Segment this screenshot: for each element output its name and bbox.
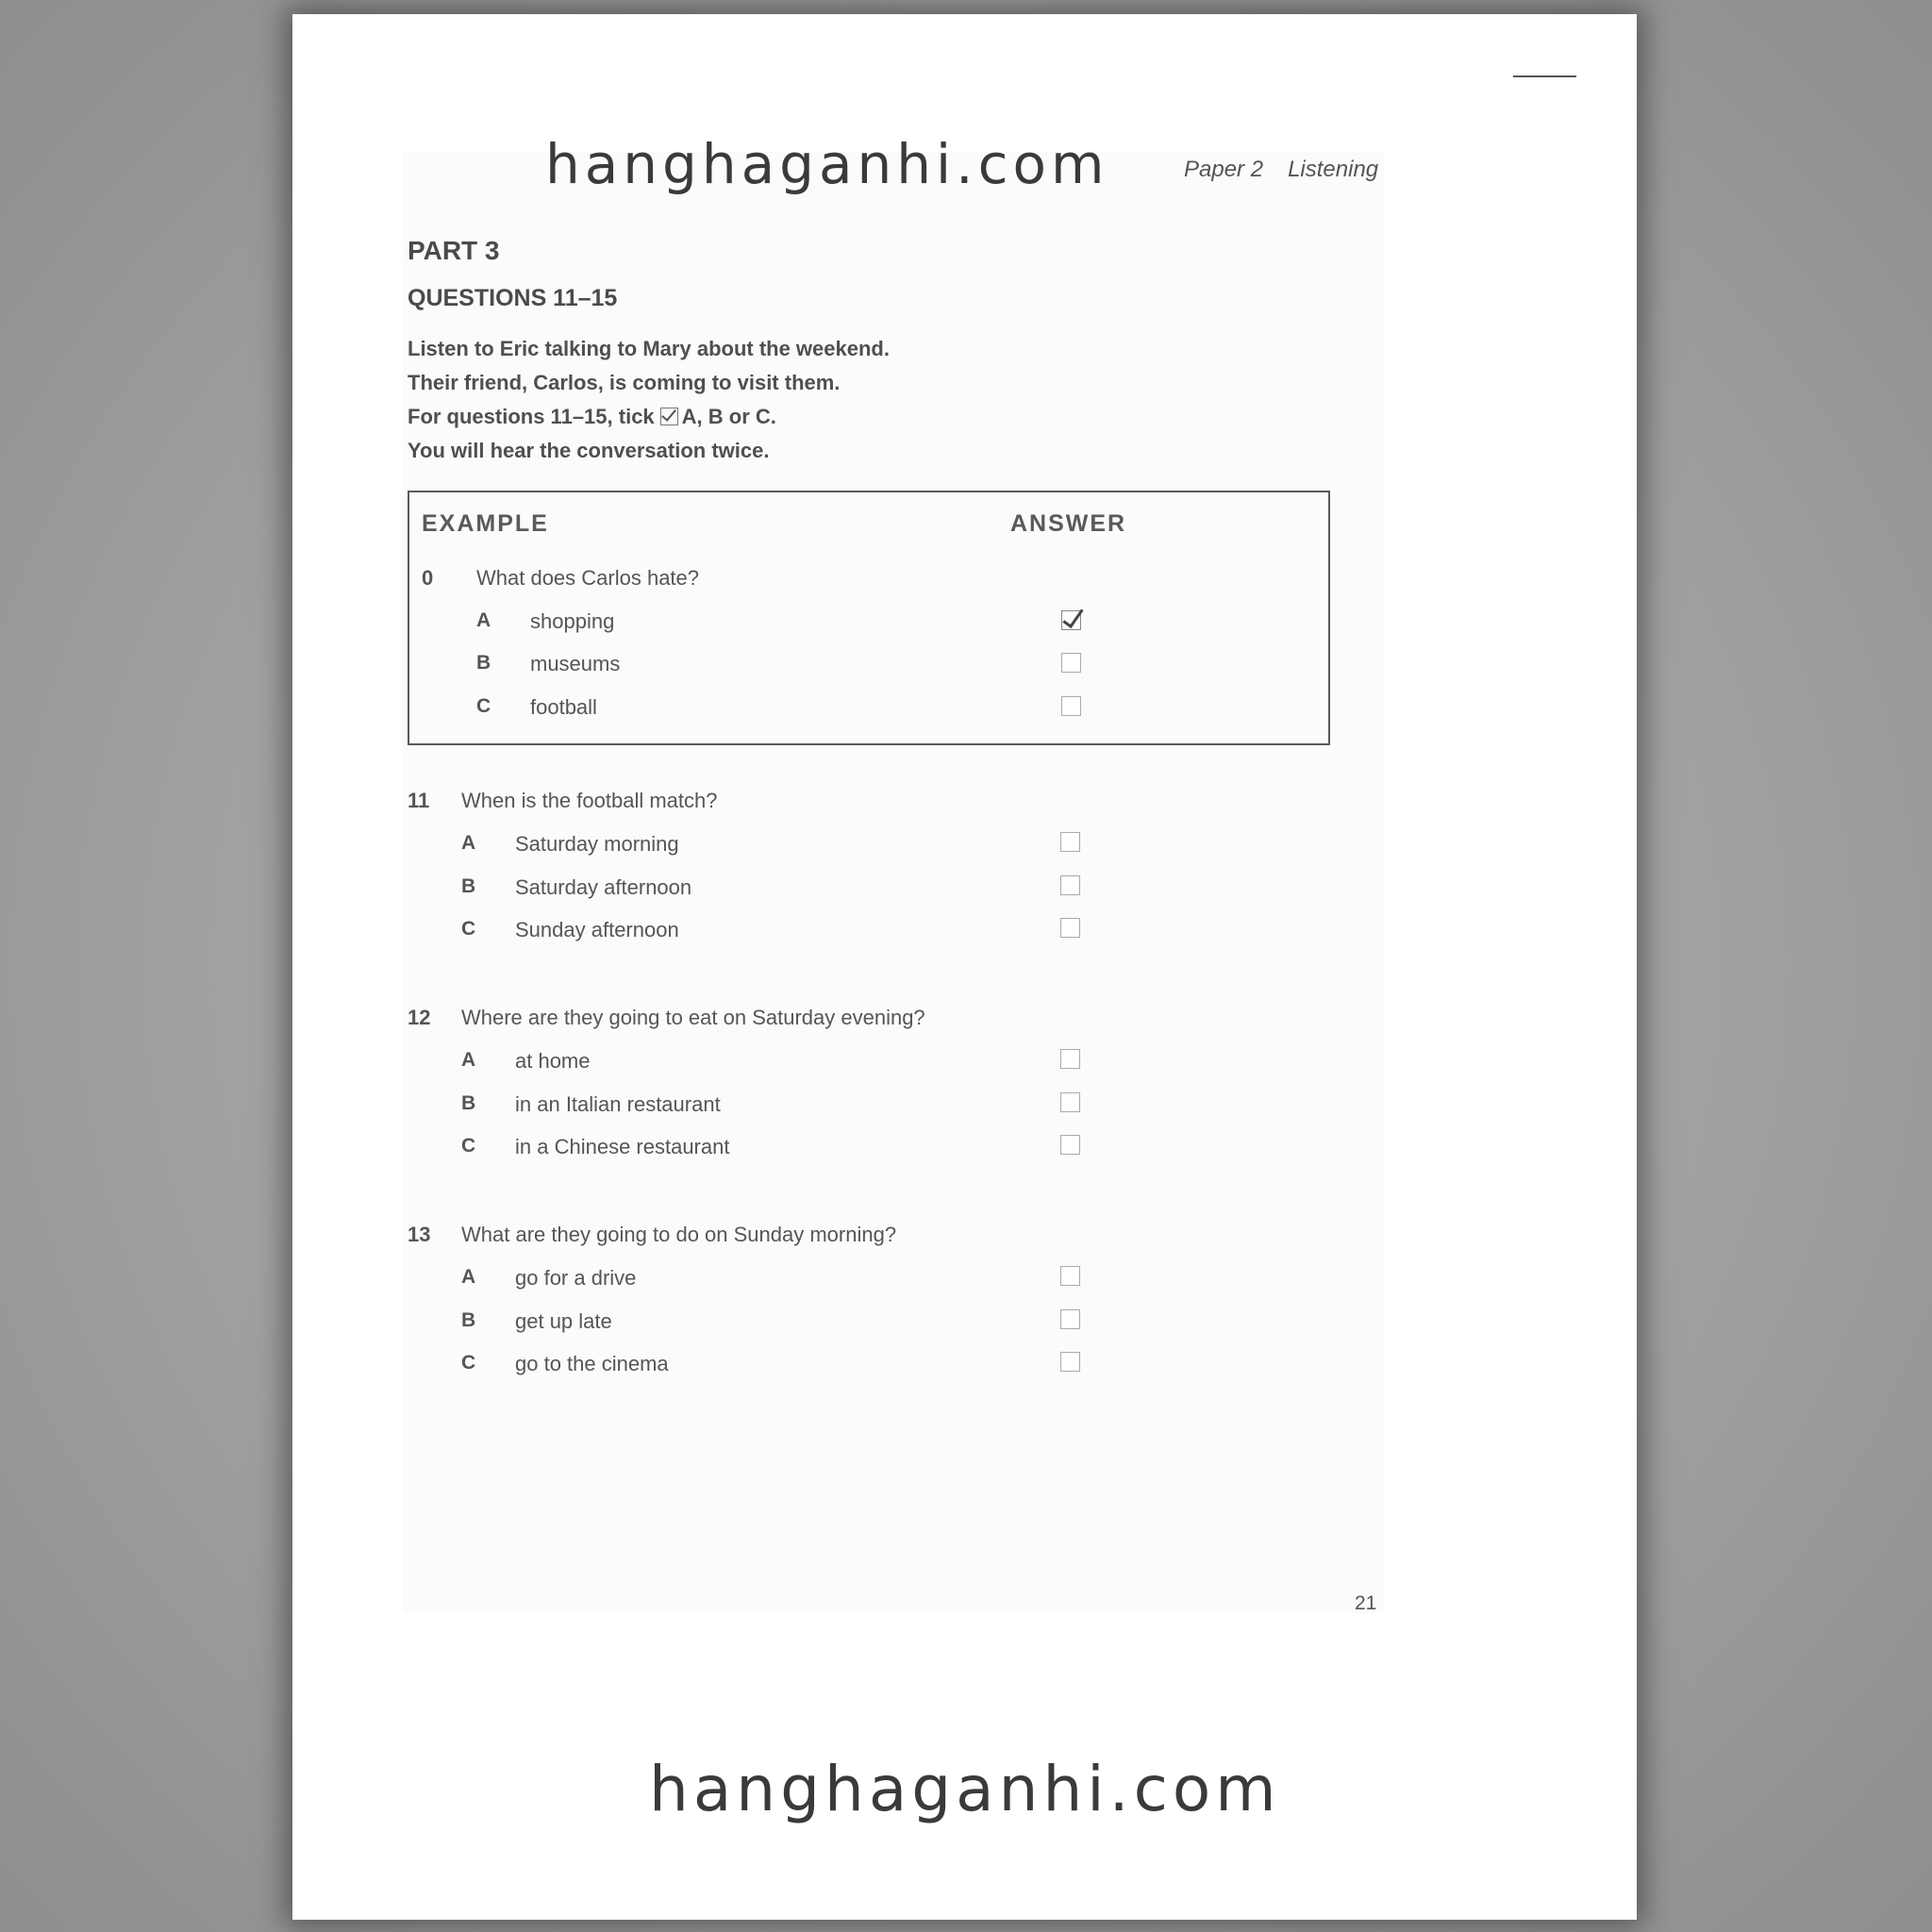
instruction-line-tick	[408, 405, 776, 429]
option-text: Saturday morning	[515, 832, 679, 856]
questions-range: QUESTIONS 11–15	[408, 285, 618, 311]
option-text: Saturday afternoon	[515, 875, 692, 899]
example-option-text: football	[530, 695, 597, 719]
question-number: 13	[408, 1223, 431, 1246]
option-text: get up late	[515, 1309, 612, 1333]
option-text: in a Chinese restaurant	[515, 1135, 730, 1158]
example-option-letter: B	[476, 652, 491, 674]
example-heading: EXAMPLE	[422, 510, 549, 537]
tick-instruction-after: A, B or C.	[681, 405, 776, 428]
answer-checkbox[interactable]	[1060, 1135, 1080, 1155]
option-letter: B	[461, 1092, 476, 1114]
example-option-letter: A	[476, 609, 491, 631]
option-letter: B	[461, 1309, 476, 1331]
header-paper: Paper 2	[1184, 157, 1264, 182]
question-text: What are they going to do on Sunday morning?	[461, 1223, 897, 1246]
option-letter: C	[461, 918, 476, 940]
example-checkbox-c[interactable]	[1061, 696, 1081, 716]
example-question: What does Carlos hate?	[476, 566, 700, 590]
page-number: 21	[1355, 1592, 1377, 1614]
watermark-top: hanghaganhi.com	[545, 132, 1109, 196]
question-number: 11	[408, 789, 430, 812]
answer-checkbox[interactable]	[1060, 1352, 1080, 1372]
example-option-letter: C	[476, 695, 491, 717]
option-letter: C	[461, 1352, 476, 1374]
option-letter: A	[461, 1049, 476, 1071]
option-text: go for a drive	[515, 1266, 637, 1290]
part-title: PART 3	[408, 236, 500, 265]
answer-checkbox[interactable]	[1060, 1309, 1080, 1329]
watermark-bottom: hanghaganhi.com	[649, 1753, 1281, 1825]
answer-checkbox[interactable]	[1060, 832, 1080, 852]
answer-checkbox[interactable]	[1060, 1049, 1080, 1069]
example-checkbox-b[interactable]	[1061, 653, 1081, 673]
instruction-line-1: Listen to Eric talking to Mary about the weekend.	[408, 337, 890, 360]
option-text: go to the cinema	[515, 1352, 669, 1375]
example-option-text: museums	[530, 652, 621, 675]
answer-checkbox[interactable]	[1060, 918, 1080, 938]
tick-icon	[660, 408, 678, 425]
option-text: at home	[515, 1049, 591, 1073]
instruction-line-2: Their friend, Carlos, is coming to visit them.	[408, 371, 841, 394]
corner-rule	[1513, 75, 1576, 77]
option-letter: B	[461, 875, 476, 897]
example-option-text: shopping	[530, 609, 615, 633]
option-letter: C	[461, 1135, 476, 1157]
answer-heading: ANSWER	[1010, 510, 1127, 537]
answer-checkbox[interactable]	[1060, 1266, 1080, 1286]
answer-checkbox[interactable]	[1060, 875, 1080, 895]
question-text: When is the football match?	[461, 789, 718, 812]
example-number: 0	[422, 566, 434, 590]
option-text: in an Italian restaurant	[515, 1092, 721, 1116]
instruction-line-3: You will hear the conversation twice.	[408, 439, 770, 462]
page-header	[1184, 157, 1378, 183]
example-checkbox-a-checked[interactable]	[1061, 610, 1081, 630]
question-text: Where are they going to eat on Saturday evening?	[461, 1006, 925, 1029]
answer-checkbox[interactable]	[1060, 1092, 1080, 1112]
question-number: 12	[408, 1006, 431, 1029]
tick-instruction-before: For questions 11–15, tick	[408, 405, 655, 428]
option-letter: A	[461, 1266, 476, 1288]
option-letter: A	[461, 832, 476, 854]
header-section: Listening	[1288, 157, 1379, 182]
option-text: Sunday afternoon	[515, 918, 679, 941]
